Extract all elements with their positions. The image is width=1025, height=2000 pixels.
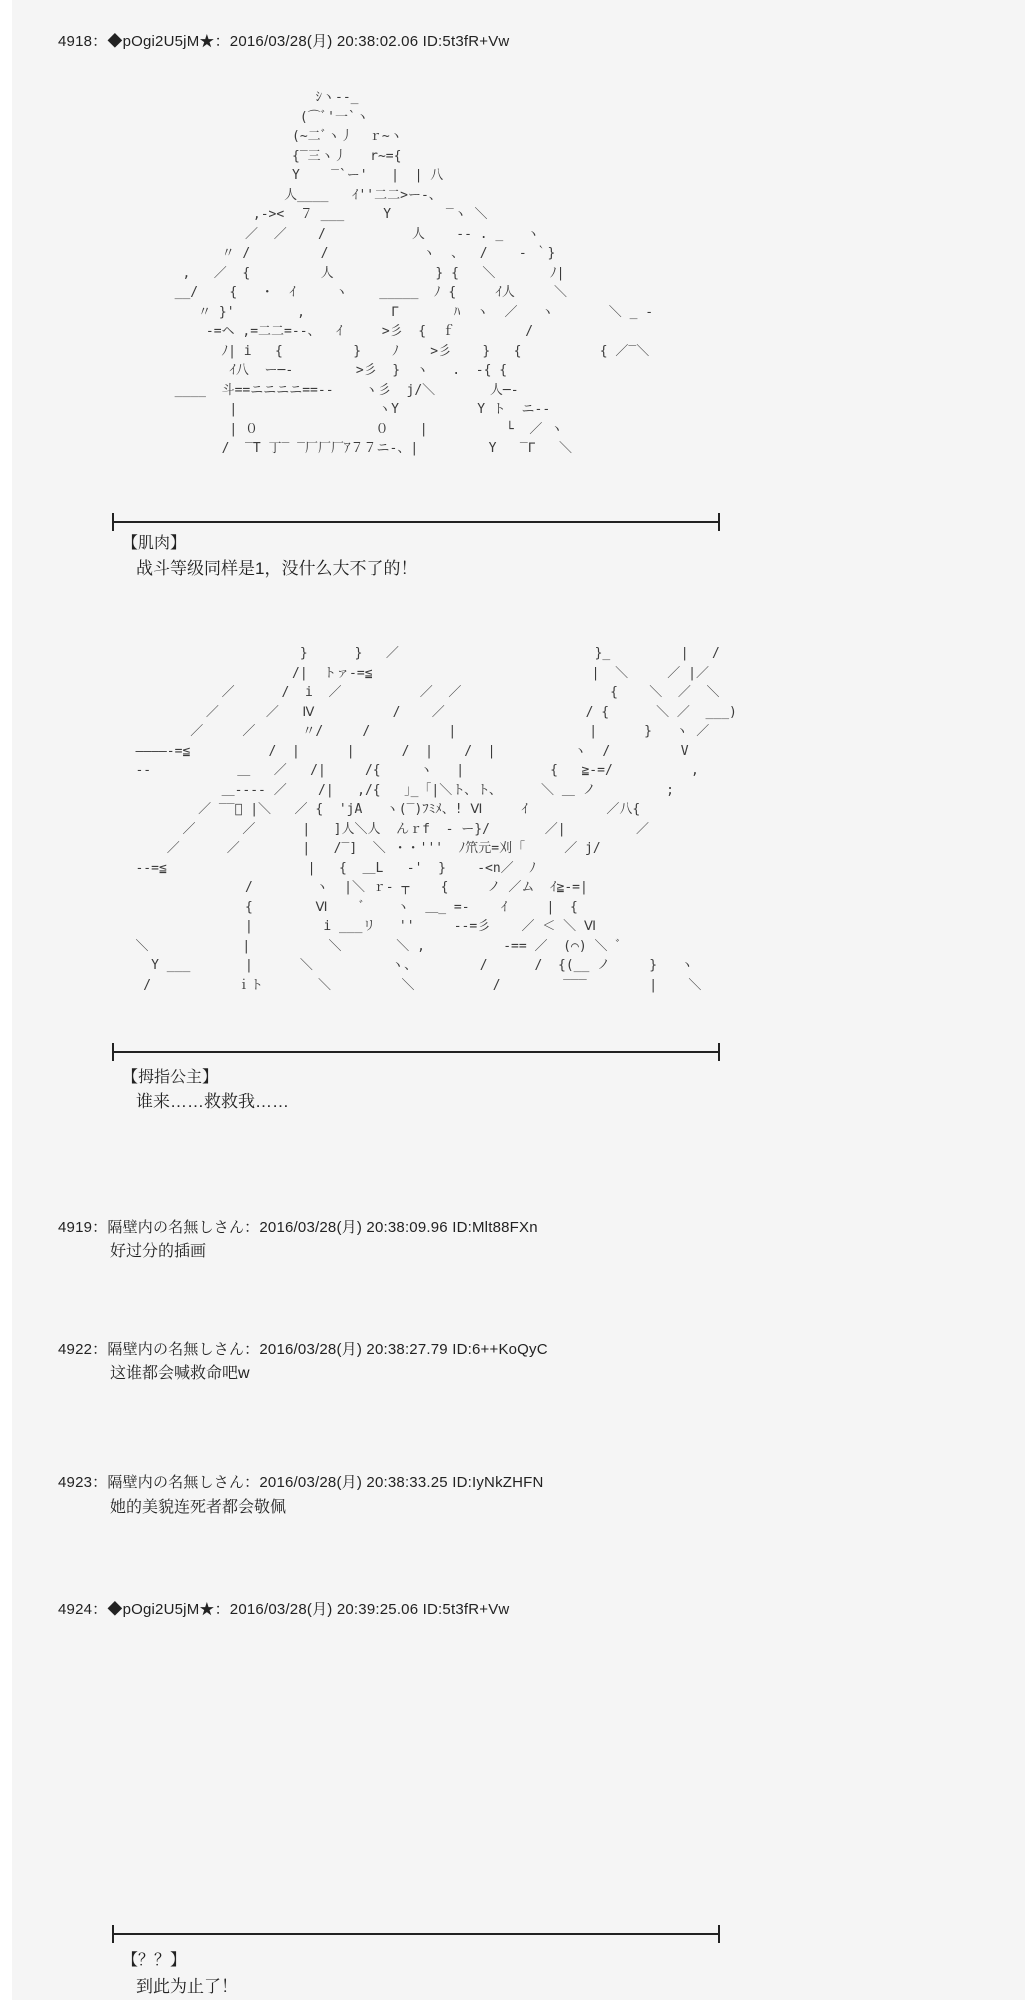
post-header-4924: 4924：◆pOgi2U5jM★：2016/03/28(月) 20:39:25.06 ID:5t3fR+Vw [58, 1601, 510, 1618]
panel-divider-3 [112, 1933, 720, 1935]
panel-divider-2 [112, 1051, 720, 1053]
post-body-4922: 这谁都会喊救命吧w [110, 1365, 250, 1382]
speaker-name-thumbelina: 【拇指公主】 [122, 1069, 219, 1086]
post-header-4919: 4919：隔壁内の名無しさん：2016/03/28(月) 20:38:09.96 ID:Mlt88FXn [58, 1219, 538, 1236]
speaker-name-muscle: 【肌肉】 [122, 535, 187, 552]
speaker-name-unknown: 【？？】 [122, 1952, 187, 1969]
ascii-art-thumbelina: } } ／ }_ | / /| トァ‐=≦ | ＼ ／ |／ ／ / i ／ ／ ／ { ＼ ／ ＼ ／ ／ Ⅳ / ／ / { ＼ ／ ___) ／ ／ 〃/ / | | } ヽ ／ ————‐=≦ / | | / | / | ヽ / V ‐- ＿ ／ /| /{ ヽ | { ≧‐=/ , ＿‐‐‐‐ ／ /| ,/{ ｣_「|＼ト、ト、 ＼ ＿ ノ ; ／ ‾‾ﾞ |＼ ／ { 'jA ヽ(‾)ﾌﾐﾒ、! Ⅵ ｲ ／八{ ／ ／ | ]人＼人 んｒf ‐ ー}/ ／| ／ ／ ／ | /‾] ＼ ・・''' ﾉ笊元=刈「 ／ j/ ‐-=≦ | { ＿L ‐' } ‐<n／ ﾉ / ヽ |＼ ｒ‐ ┬ { ノ ／ム ｲ≧‐=| { Ⅵ ﾞ ヽ ＿_ =‐ ｲ | { | i ___リ '' ‐‐=彡 ／ ＜ ＼ Ⅵ ＼ | ＼ ＼ , ‐== ／ (⌒) ＼ ﾞ Y ___ | ＼ ヽ、 / / {(__ ノ } ヽ / ｉト ＼ ＼ / ‾‾‾ | ＼ [135, 646, 737, 993]
divider-cross-left [112, 1925, 114, 1943]
post-header-4918: 4918：◆pOgi2U5jM★：2016/03/28(月) 20:38:02.06 ID:5t3fR+Vw [58, 33, 510, 50]
panel-divider-1 [112, 521, 720, 523]
dialogue-thumbelina: 谁来……救救我…… [136, 1092, 289, 1111]
divider-cross-right [718, 1925, 720, 1943]
divider-cross-left [112, 1043, 114, 1061]
ascii-art-muscle: ｼヽ--_ (⌒ﾞ'一`ヽ (~二ﾞヽ丿 ｒ~ヽ {‾三ヽ丿 r~={ Y ‾`ー' | | 八 人____ ｲ''二二>ー‐、 ,‐>< ７ ___ Y ‾ヽ ＼ ／ ／ / 人 ‐- . _ ヽ 〃 / / ヽ 、 / ‐ ｀} , ／ { 人 } { ＼ ﾉ| __/ { ・ ｲ ヽ _____ ﾉ { ｲ人 ＼ 〃 }' , Γ ﾊ ヽ ／ ヽ ＼ _ - ‐=ヘ ,=二二=‐-、 ｲ >彡 { ｆ / ﾉ| i { } ﾉ >彡 } { { ／‾＼ ｲ八 ー─‐ >彡 } ヽ . ‐{ { ____ 斗==ニニニニ==‐- ヽ彡 j/＼ 人─‐ | ヽY Y ト ニ‐- | ０ ０ | └ ／ ヽ / ‾T 丁‾ ‾厂厂厂ｱ７７ニ‐、| Y ‾Γ ＼ [174, 90, 654, 456]
dialogue-muscle: 战斗等级同样是1，没什么大不了的！ [136, 559, 418, 578]
divider-cross-right [718, 513, 720, 531]
divider-cross-right [718, 1043, 720, 1061]
post-body-4923: 她的美貌连死者都会敬佩 [110, 1499, 287, 1516]
post-header-4922: 4922：隔壁内の名無しさん：2016/03/28(月) 20:38:27.79 ID:6++KoQyC [58, 1341, 548, 1358]
post-body-4919: 好过分的插画 [110, 1243, 207, 1260]
divider-cross-left [112, 513, 114, 531]
dialogue-unknown: 到此为止了！ [136, 1977, 238, 1996]
page-margin [0, 0, 12, 2000]
post-header-4923: 4923：隔壁内の名無しさん：2016/03/28(月) 20:38:33.25 ID:IyNkZHFN [58, 1474, 544, 1491]
